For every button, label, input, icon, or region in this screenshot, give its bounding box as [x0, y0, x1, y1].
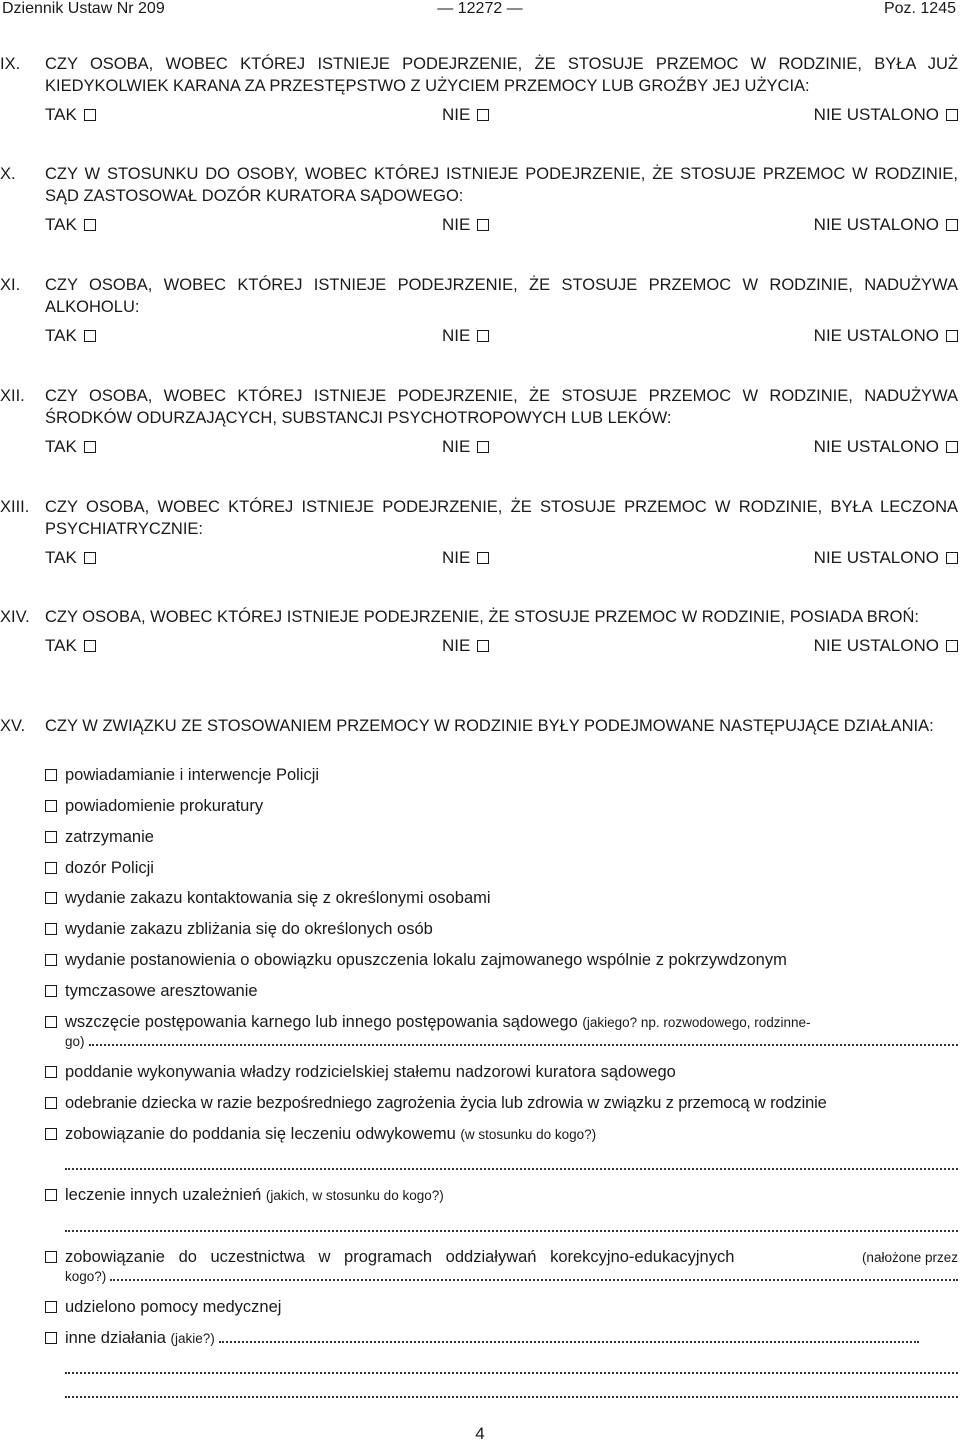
checkbox[interactable]: [45, 1189, 57, 1201]
checkbox-nie-ustalono[interactable]: [946, 441, 958, 453]
checkbox-nie[interactable]: [477, 552, 489, 564]
fill-line[interactable]: [65, 1358, 958, 1374]
action-item[interactable]: wydanie postanowienia o obowiązku opuszczenia lokalu zajmowanego wspólnie z pokrzywdzonym: [45, 951, 958, 970]
checkbox-nie[interactable]: [477, 640, 489, 652]
fill-line[interactable]: [65, 1382, 958, 1398]
action-item[interactable]: wszczęcie postępowania karnego lub innego postępowania sądowego (jakiego? np. rozwodowego, rodzinne- go): [45, 1013, 958, 1049]
action-item[interactable]: zobowiązanie do uczestnictwa w programach oddziaływań korekcyjno-edukacyjnych (nałożone przez kogo?): [45, 1248, 958, 1284]
checkbox[interactable]: [45, 1251, 57, 1263]
option-nie[interactable]: NIE: [442, 105, 489, 125]
action-item[interactable]: wydanie zakazu kontaktowania się z określonymi osobami: [45, 889, 958, 908]
question-text: CZY OSOBA, WOBEC KTÓREJ ISTNIEJE PODEJRZENIE, ŻE STOSUJE PRZEMOC W RODZINIE, BYŁA JUŻ KIEDYKOLWIEK KARANA ZA PRZESTĘPSTWO Z UŻYCIEM PRZEMOCY LUB GROŹBY JEJ UŻYCIA:: [45, 55, 958, 95]
question-number: XIV.: [0, 608, 30, 626]
action-item[interactable]: wydanie zakazu zbliżania się do określonych osób: [45, 920, 958, 939]
action-item[interactable]: dozór Policji: [45, 859, 958, 878]
question-text: CZY W STOSUNKU DO OSOBY, WOBEC KTÓREJ ISTNIEJE PODEJRZENIE, ŻE STOSUJE PRZEMOC W RODZINIE, SĄD ZASTOSOWAŁ DOZÓR KURATORA SĄDOWEGO:: [45, 165, 958, 205]
fill-line[interactable]: [89, 1034, 958, 1046]
answer-options: [0, 215, 960, 241]
checkbox[interactable]: [45, 769, 57, 781]
checkbox-nie[interactable]: [477, 219, 489, 231]
option-nie-ustalono[interactable]: NIE USTALONO: [814, 105, 958, 125]
question-ix: [0, 53, 960, 131]
option-nie-ustalono[interactable]: NIE USTALONO: [814, 437, 958, 457]
checkbox[interactable]: [45, 1016, 57, 1028]
checkbox-nie-ustalono[interactable]: [946, 552, 958, 564]
question-number: XII.: [0, 387, 25, 405]
question-xi: [0, 274, 960, 352]
question-xii: [0, 385, 960, 463]
answer-options: [0, 326, 960, 352]
checkbox-tak[interactable]: [84, 109, 96, 121]
option-tak[interactable]: TAK: [45, 215, 96, 235]
action-item[interactable]: udzielono pomocy medycznej: [45, 1298, 958, 1317]
option-nie-ustalono[interactable]: NIE USTALONO: [814, 636, 958, 656]
answer-options: [0, 105, 960, 131]
fill-line[interactable]: [219, 1331, 919, 1343]
action-item[interactable]: leczenie innych uzależnień (jakich, w stosunku do kogo?): [45, 1186, 958, 1205]
question-number: XIII.: [0, 498, 30, 516]
action-item[interactable]: powiadamianie i interwencje Policji: [45, 766, 958, 785]
question-number: XV.: [0, 717, 26, 735]
hint-text: (w stosunku do kogo?): [460, 1127, 597, 1142]
checkbox-nie[interactable]: [477, 109, 489, 121]
action-item[interactable]: zatrzymanie: [45, 828, 958, 847]
checkbox[interactable]: [45, 1128, 57, 1140]
question-number: X.: [0, 165, 16, 183]
fill-line[interactable]: [110, 1269, 958, 1281]
question-text: CZY OSOBA, WOBEC KTÓREJ ISTNIEJE PODEJRZENIE, ŻE STOSUJE PRZEMOC W RODZINIE, NADUŻYWA ŚRODKÓW ODURZAJĄCYCH, SUBSTANCJI PSYCHOTROPOWYCH LUB LEKÓW:: [45, 387, 958, 427]
question-text: CZY OSOBA, WOBEC KTÓREJ ISTNIEJE PODEJRZENIE, ŻE STOSUJE PRZEMOC W RODZINIE, POSIADA BROŃ:: [45, 608, 920, 626]
hint-text: (jakich, w stosunku do kogo?): [265, 1188, 444, 1203]
checkbox[interactable]: [45, 892, 57, 904]
answer-options: [0, 548, 960, 574]
position-number: Poz. 1245: [883, 0, 956, 17]
checkbox-tak[interactable]: [84, 441, 96, 453]
checkbox[interactable]: [45, 831, 57, 843]
checkbox-nie[interactable]: [477, 330, 489, 342]
hint-text: (nałożone przez: [861, 1250, 958, 1265]
checkbox[interactable]: [45, 954, 57, 966]
checkbox-nie-ustalono[interactable]: [946, 219, 958, 231]
action-item[interactable]: poddanie wykonywania władzy rodzicielskiej stałemu nadzorowi kuratora sądowego: [45, 1063, 958, 1082]
question-text: CZY W ZWIĄZKU ZE STOSOWANIEM PRZEMOCY W RODZINIE BYŁY PODEJMOWANE NASTĘPUJĄCE DZIAŁANIA:: [45, 717, 934, 735]
checkbox[interactable]: [45, 1097, 57, 1109]
question-text: CZY OSOBA, WOBEC KTÓREJ ISTNIEJE PODEJRZENIE, ŻE STOSUJE PRZEMOC W RODZINIE, NADUŻYWA ALKOHOLU:: [45, 276, 958, 316]
question-xiv: [0, 606, 960, 662]
checkbox-nie-ustalono[interactable]: [946, 640, 958, 652]
question-number: IX.: [0, 55, 21, 73]
checkbox-tak[interactable]: [84, 330, 96, 342]
action-item[interactable]: odebranie dziecka w razie bezpośredniego zagrożenia życia lub zdrowia w związku z przemocą w rodzinie: [45, 1094, 958, 1113]
option-tak[interactable]: TAK: [45, 437, 96, 457]
journal-title: Dziennik Ustaw Nr 209: [2, 0, 165, 17]
answer-options: [0, 437, 960, 463]
page-number: 4: [475, 1424, 485, 1443]
page-range: — 12272 —: [437, 0, 523, 17]
checkbox[interactable]: [45, 800, 57, 812]
page-header: [0, 0, 960, 24]
hint-text: (jakiego? np. rozwodowego, rodzinne-: [582, 1015, 811, 1030]
action-item[interactable]: zobowiązanie do poddania się leczeniu odwykowemu (w stosunku do kogo?): [45, 1125, 958, 1144]
checkbox-nie-ustalono[interactable]: [946, 109, 958, 121]
option-nie-ustalono[interactable]: NIE USTALONO: [814, 548, 958, 568]
option-tak[interactable]: TAK: [45, 548, 96, 568]
option-nie-ustalono[interactable]: NIE USTALONO: [814, 215, 958, 235]
option-nie-ustalono[interactable]: NIE USTALONO: [814, 326, 958, 346]
question-x: [0, 163, 960, 241]
answer-options: [0, 636, 960, 662]
option-tak[interactable]: TAK: [45, 326, 96, 346]
question-xiii: [0, 496, 960, 574]
option-tak[interactable]: TAK: [45, 105, 96, 125]
action-item[interactable]: tymczasowe aresztowanie: [45, 982, 958, 1001]
checkbox-tak[interactable]: [84, 219, 96, 231]
question-number: XI.: [0, 276, 21, 294]
hint-continuation: kogo?): [65, 1269, 107, 1284]
checkbox[interactable]: [45, 1332, 57, 1344]
hint-text: (jakie?): [170, 1331, 215, 1346]
checkbox[interactable]: [45, 923, 57, 935]
option-tak[interactable]: TAK: [45, 636, 96, 656]
checkbox-tak[interactable]: [84, 552, 96, 564]
question-xv: [0, 715, 960, 737]
action-item[interactable]: powiadomienie prokuratury: [45, 797, 958, 816]
question-text: CZY OSOBA, WOBEC KTÓREJ ISTNIEJE PODEJRZENIE, ŻE STOSUJE PRZEMOC W RODZINIE, BYŁA LECZONA PSYCHIATRYCZNIE:: [45, 498, 958, 538]
option-nie[interactable]: NIE: [442, 548, 489, 568]
option-nie[interactable]: NIE: [442, 215, 489, 235]
fill-line[interactable]: [65, 1154, 958, 1170]
hint-continuation: go): [65, 1034, 85, 1049]
checkbox-nie-ustalono[interactable]: [946, 330, 958, 342]
action-item[interactable]: inne działania (jakie?): [45, 1329, 958, 1348]
checkbox[interactable]: [45, 985, 57, 997]
checkbox[interactable]: [45, 1301, 57, 1313]
option-nie[interactable]: NIE: [442, 326, 489, 346]
checkbox-nie[interactable]: [477, 441, 489, 453]
checkbox-tak[interactable]: [84, 640, 96, 652]
fill-line[interactable]: [65, 1216, 958, 1232]
checkbox[interactable]: [45, 862, 57, 874]
option-nie[interactable]: NIE: [442, 636, 489, 656]
checkbox[interactable]: [45, 1066, 57, 1078]
option-nie[interactable]: NIE: [442, 437, 489, 457]
